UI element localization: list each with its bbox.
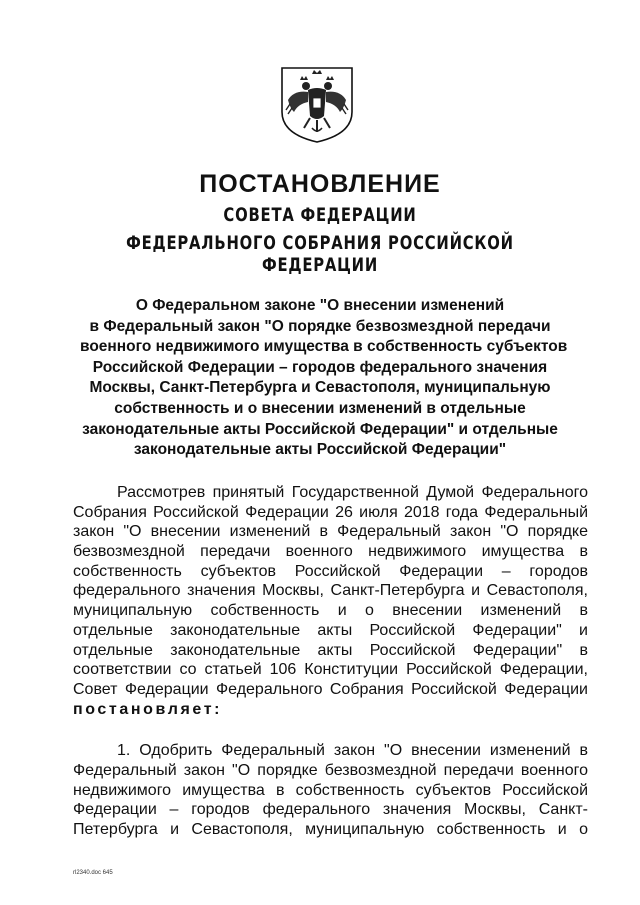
paragraph-line: закон "О внесении изменений в Федеральный закон "О порядке: [73, 523, 588, 541]
heading-line: военного недвижимого имущества в собственность субъектов: [80, 338, 568, 356]
issuer-name-line1: СОВЕТА ФЕДЕРАЦИИ: [223, 204, 417, 226]
paragraph-line: муниципальную собственность и о внесении изменений в: [73, 602, 588, 620]
heading-line: Москвы, Санкт-Петербурга и Севастополя, муниципальную: [89, 379, 551, 397]
heading-line: Российской Федерации – городов федерального значения: [92, 358, 548, 376]
paragraph-line: Рассмотрев принятый Государственной Думой Федерального: [117, 484, 588, 501]
document-file-code: rl2340.doc 645: [73, 870, 113, 876]
paragraph-line: отдельные законодательные акты Российской Федерации" и: [73, 621, 588, 639]
coat-of-arms-emblem: [278, 64, 356, 144]
heading-line: законодательные акты Российской Федерации" и отдельные: [82, 420, 558, 438]
paragraph-line: Федерации – городов федерального значения Москвы, Санкт-: [73, 801, 588, 819]
paragraph-line: Петербурга и Севастополя, муниципальную собственность и о: [73, 821, 588, 838]
paragraph-line: Федеральный закон "О порядке безвозмездной передачи военного: [73, 761, 588, 779]
double-headed-eagle-icon: [278, 64, 356, 144]
document-subject-heading: [80, 296, 568, 461]
paragraph-line: федерального значения Москвы, Санкт-Петербурга и Севастополя,: [73, 582, 588, 600]
heading-line: О Федеральном законе "О внесении изменений: [135, 297, 505, 314]
paragraph-line: 1. Одобрить Федеральный закон "О внесении изменений в: [117, 742, 588, 760]
paragraph-line: безвозмездной передачи военного недвижимого имущества в: [73, 543, 588, 561]
decree-word: постановляет:: [73, 700, 223, 718]
paragraph-line: недвижимого имущества в собственность субъектов Российской: [73, 781, 588, 799]
heading-line: собственность и о внесении изменений в отдельные: [114, 399, 526, 417]
heading-line: законодательные акты Российской Федерации": [133, 441, 507, 459]
paragraph-line: [73, 700, 588, 720]
issuer-name-line2: ФЕДЕРАЛЬНОГО СОБРАНИЯ РОССИЙСКОЙ ФЕДЕРАЦИИ: [126, 232, 514, 276]
paragraph-line: Совет Федерации Федерального Собрания Российской Федерации: [73, 680, 588, 698]
document-body: [73, 483, 588, 840]
paragraph-line: соответствии со статьей 106 Конституции Российской Федерации,: [73, 661, 588, 679]
paragraph-line: Собрания Российской Федерации 26 июля 2018 года Федеральный: [73, 503, 588, 521]
document-title: ПОСТАНОВЛЕНИЕ: [199, 170, 441, 198]
paragraph-line: собственность субъектов Российской Федерации – городов: [73, 562, 588, 580]
heading-line: в Федеральный закон "О порядке безвозмездной передачи: [89, 317, 551, 335]
paragraph-line: отдельные законодательные акты Российской Федерации" в: [73, 641, 588, 659]
